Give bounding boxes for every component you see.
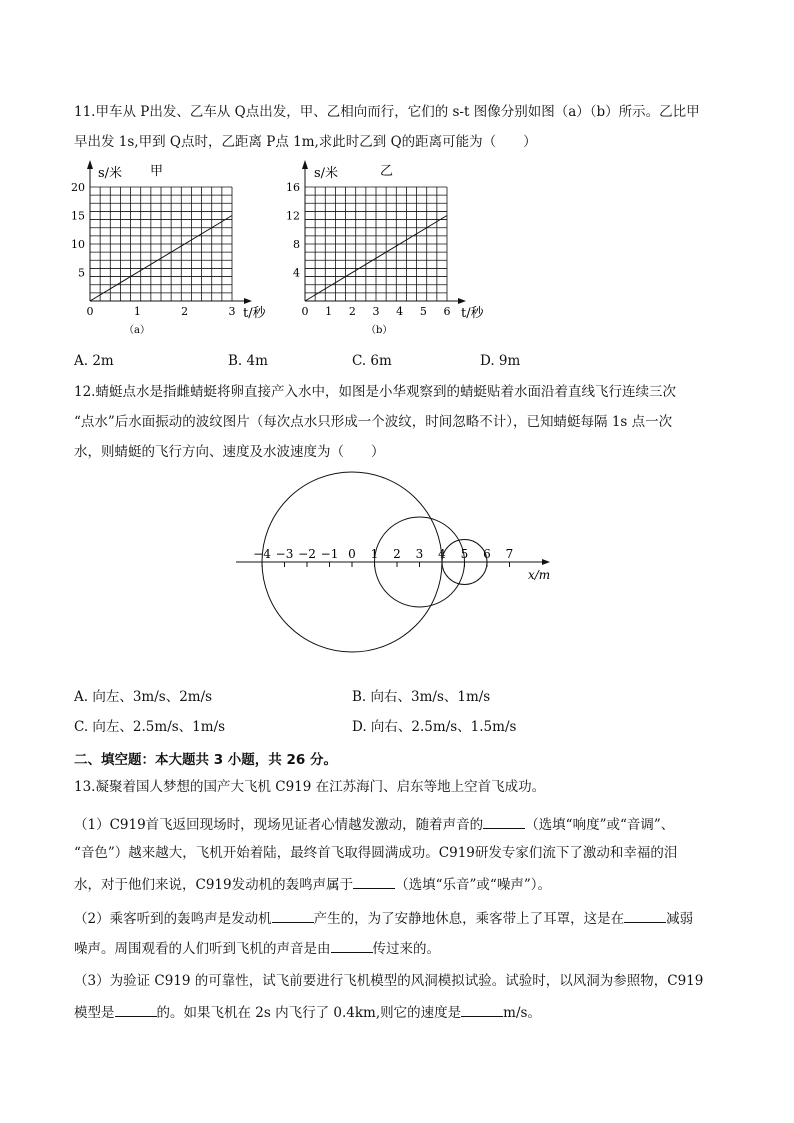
axis-tick-label: 5 (460, 547, 469, 561)
q13-stem: 13.凝聚着国人梦想的国产大飞机 C919 在江苏海门、启东等地上空首飞成功。 (74, 779, 546, 795)
q11-option-b: B. 4m (228, 353, 268, 369)
y-tick-label: 16 (286, 181, 300, 194)
graph-b-xlabel: t/秒 (461, 306, 484, 321)
q11-option-d: D. 9m (480, 353, 521, 369)
axis-tick-label: −2 (298, 547, 316, 561)
q12-option-c: C. 向左、2.5m/s、1m/s (74, 719, 226, 735)
graph-a-x-arrow (244, 298, 252, 304)
q11-option-c: C. 6m (352, 353, 392, 369)
graph-a (62, 155, 277, 340)
q13-p3-text-c: 的。如果飞机在 2s 内飞行了 0.4km,则它的速度是 (156, 1005, 462, 1021)
q11-line2: 早出发 1s,甲到 Q点时，乙距离 P点 1m,求此时乙到 Q的距离可能为（ ） (74, 134, 537, 150)
x-tick-label: 3 (228, 305, 236, 318)
answer-blank[interactable] (461, 1002, 503, 1017)
y-tick-label: 12 (286, 209, 300, 223)
axis-tick-label: 7 (505, 547, 514, 561)
graph-a-ylabel: s/米 (98, 166, 123, 181)
answer-blank[interactable] (272, 908, 314, 923)
q13-p1-text-a: （1）C919首飞返回现场时，现场见证者心情越发激动，随着声音的 (74, 817, 484, 833)
answer-blank[interactable] (483, 814, 525, 829)
answer-blank[interactable] (115, 1002, 157, 1017)
q13-part1-line3 (74, 874, 551, 895)
ripple-x-arrow (542, 559, 550, 565)
q12-line1: 12.蜻蜓点水是指雌蜻蜓将卵直接产入水中，如图是小华观察到的蜻蜓贴着水面沿着直线飞行连续三次 (74, 384, 676, 400)
y-tick-label: 8 (293, 238, 300, 251)
axis-tick-label: −1 (320, 547, 339, 561)
graph-b (283, 155, 498, 340)
axis-tick-label: 1 (370, 547, 379, 561)
axis-tick-label: 0 (348, 547, 356, 561)
y-tick-label: 20 (71, 181, 85, 194)
q12-line2: “点水”后水面振动的波纹图片（每次点水只形成一个波纹，时间忽略不计），已知蜻蜓每隔 1s 点一次 (74, 414, 673, 430)
x-tick-label: 0 (301, 305, 309, 318)
graph-a-grid (90, 187, 232, 301)
graph-a-xlabel: t/秒 (243, 306, 266, 321)
graph-b-x-arrow (458, 298, 466, 304)
graph-b-caption: （b） (366, 325, 393, 336)
q13-part1-line2: “音色”）越来越大，飞机开始着陆，最终首飞取得圆满成功。C919研发专家们流下了激动和幸福的泪 (74, 845, 678, 861)
q13-p1-text-d: 水，对于他们来说，C919发动机的轰鸣声属于 (74, 877, 354, 893)
q13-p2-text-d: 噪声。周围观看的人们听到飞机的声音是由 (74, 941, 331, 957)
q13-p3-text-b: 模型是 (74, 1005, 115, 1021)
y-tick-label: 15 (71, 209, 85, 223)
q13-part3-line2 (74, 1002, 541, 1023)
graph-b-y-arrow (302, 160, 308, 169)
x-tick-label: 4 (396, 305, 404, 318)
q11-option-a: A. 2m (74, 353, 114, 369)
axis-tick-label: −3 (275, 547, 294, 561)
q13-part2-line2 (74, 938, 440, 959)
q13-part2-line1 (74, 908, 693, 929)
x-tick-label: 1 (325, 305, 333, 318)
answer-blank[interactable] (331, 938, 373, 953)
q13-part1-line1 (74, 814, 674, 835)
graph-b-grid (305, 187, 447, 301)
axis-tick-label: 4 (438, 547, 446, 561)
x-tick-label: 1 (133, 305, 141, 318)
q13-p1-text-e: （选填“乐音”或“噪声”）。 (395, 877, 551, 893)
q12-option-b: B. 向右、3m/s、1m/s (352, 689, 491, 705)
q13-p2-text-a: （2）乘客听到的轰鸣声是发动机 (74, 911, 272, 927)
q12-option-d: D. 向右、2.5m/s、1.5m/s (352, 719, 517, 735)
ripple-axis-label: x/m (528, 568, 551, 582)
q13-p1-text-b: （选填“响度”或“音调”、 (525, 817, 675, 833)
ripple-diagram (230, 465, 560, 665)
x-tick-label: 2 (181, 305, 189, 318)
axis-tick-label: 6 (483, 547, 491, 561)
q13-p2-text-b: 产生的，为了安静地休息，乘客带上了耳罩，这是在 (313, 911, 625, 927)
graph-a-caption: （a） (124, 325, 150, 336)
axis-tick-label: 3 (415, 547, 424, 561)
answer-blank[interactable] (624, 908, 666, 923)
axis-tick-label: −4 (253, 547, 271, 561)
x-tick-label: 6 (443, 305, 451, 318)
graph-a-title: 甲 (150, 164, 164, 179)
x-tick-label: 0 (86, 305, 94, 318)
section-heading: 二、填空题：本大题共 3 小题，共 26 分。 (74, 752, 337, 768)
q12-option-a: A. 向左、3m/s、2m/s (74, 689, 213, 705)
answer-blank[interactable] (353, 874, 395, 889)
y-tick-label: 5 (78, 266, 85, 280)
graph-b-title: 乙 (380, 164, 394, 179)
q13-p2-text-e: 传过来的。 (372, 941, 440, 957)
q13-part3-line1: （3）为验证 C919 的可靠性，试飞前要进行飞机模型的风洞模拟试验。试验时，以风洞为参照物，C919 (74, 973, 704, 989)
x-tick-label: 5 (419, 305, 427, 318)
q11-line1: 11.甲车从 P出发、乙车从 Q点出发，甲、乙相向而行，它们的 s-t 图像分别如图（a）（b）所示。乙比甲 (74, 104, 700, 120)
x-tick-label: 2 (348, 305, 356, 318)
y-tick-label: 10 (71, 238, 85, 251)
y-tick-label: 4 (293, 266, 300, 280)
graph-b-ylabel: s/米 (314, 166, 339, 181)
axis-tick-label: 2 (393, 547, 401, 561)
x-tick-label: 3 (372, 305, 380, 318)
graph-a-y-arrow (87, 160, 93, 169)
q12-line3: 水，则蜻蜓的飞行方向、速度及水波速度为（ ） (74, 444, 385, 460)
q13-p2-text-c: 减弱 (666, 911, 694, 927)
q13-p3-text-d: m/s。 (503, 1005, 541, 1021)
